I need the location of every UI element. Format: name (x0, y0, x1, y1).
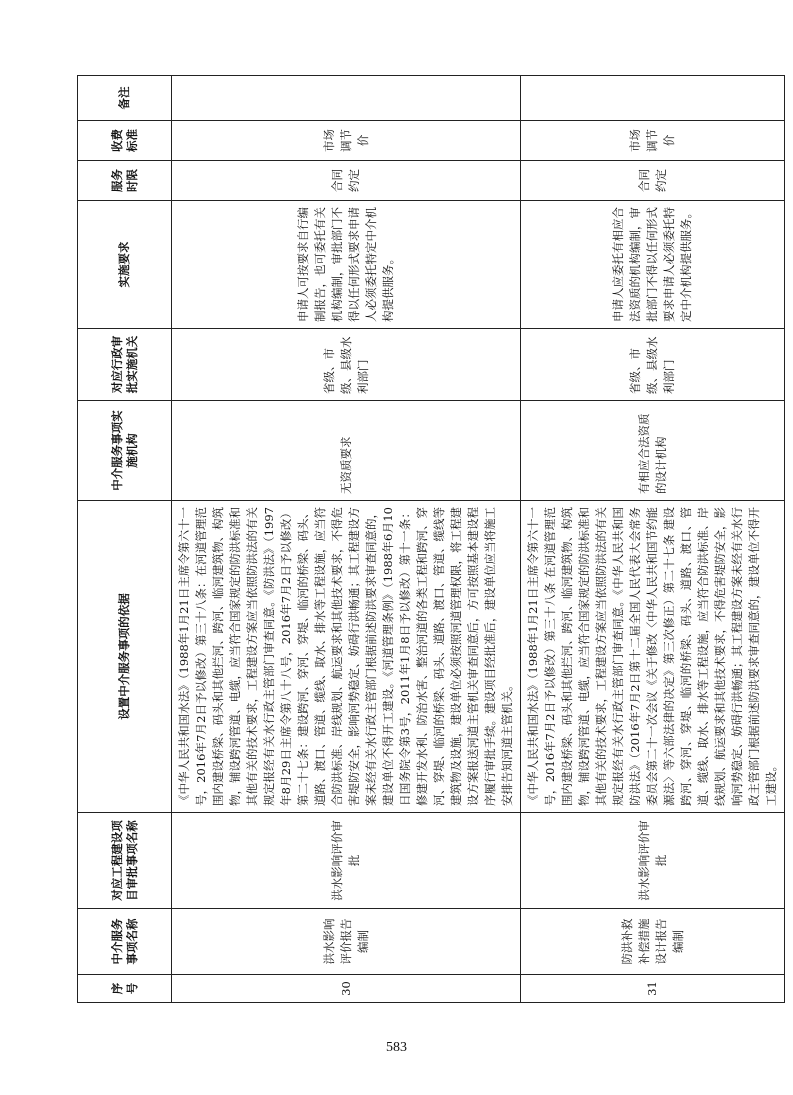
rotated-table-wrapper (77, 76, 778, 1003)
header-requirements: 实施要求 (78, 201, 172, 329)
table-row (521, 76, 785, 1003)
cell-requirements: 申请人可按要求自行编制报告，也可委托有关机构编制，审批部门不得以任何形式要求申请人必须委托特定中介机构提供服务。 (172, 201, 521, 329)
header-project-approval: 对应工程建设项目审批事项名称 (78, 813, 172, 909)
table-row (172, 76, 521, 1003)
cell-no: 31 (521, 975, 785, 1003)
cell-project-approval: 洪水影响评价审批 (521, 813, 785, 909)
header-time-limit: 服务时限 (78, 161, 172, 201)
cell-time-limit: 合同约定 (521, 161, 785, 201)
cell-organization: 有相应合法资质的设计机构 (521, 401, 785, 501)
header-fee: 收费标准 (78, 121, 172, 161)
header-basis: 设置中介服务事项的依据 (78, 501, 172, 813)
cell-service-name: 防洪补救补偿措施设计报告编制 (521, 909, 785, 975)
cell-remark (172, 76, 521, 121)
cell-department: 省级、市级、县级水利部门 (521, 329, 785, 401)
header-organization: 中介服务事项实施机构 (78, 401, 172, 501)
header-no: 序号 (78, 975, 172, 1003)
cell-requirements: 申请人应委托有相应合法资质的机构编制，审批部门不得以任何形式要求申请人必须委托特定中介机构提供服务。 (521, 201, 785, 329)
table-header-row (78, 76, 172, 1003)
cell-remark (521, 76, 785, 121)
cell-department: 省级、市级、县级水利部门 (172, 329, 521, 401)
header-service-name: 中介服务事项名称 (78, 909, 172, 975)
cell-service-name: 洪水影响评价报告编制 (172, 909, 521, 975)
page-number: 583 (386, 1040, 407, 1055)
cell-time-limit: 合同约定 (172, 161, 521, 201)
cell-fee: 市场调节价 (521, 121, 785, 161)
cell-organization: 无资质要求 (172, 401, 521, 501)
cell-fee: 市场调节价 (172, 121, 521, 161)
cell-project-approval: 洪水影响评价审批 (172, 813, 521, 909)
intermediary-services-table (77, 75, 785, 1003)
header-remark: 备注 (78, 76, 172, 121)
cell-no: 30 (172, 975, 521, 1003)
cell-basis: 《中华人民共和国水法》（1988年1月21日主席令第六十一号，2016年7月2日予以修改）第三十八条 在河道管理范围内建设桥梁、码头和其他拦河、跨河、临河建筑物、构筑物，铺设跨河管道、电缆，应当符合国家规定的防洪标准和其他有关的技术要求，工程建设方案应当依照防洪法的有关规定报经有关水行政主管部门审查同意。《中华人民共和国防洪法》（2016年7月2日第十二届全国人民代表大会常务委员会第二十一次会议《关于修改〈中华人民共和国节约能源法〉等六部法律的决定》第三次修正）第二十七条 建设跨河、穿河、穿堤、临河的桥梁、码头、道路、渡口、管道、缆线、取水、排水等工程设施，应当符合防洪标准、岸线规划、航运要求和其他技术要求，不得危害堤防安全，影响河势稳定、妨碍行洪畅通；其工程建设方案未经有关水行政主管部门根据前述防洪要求审查同意的，建设单位不得开工建设。 (521, 501, 785, 813)
cell-basis: 《中华人民共和国水法》（1988年1月21日主席令第六十一号，2016年7月2日予以修改）第三十八条：在河道管理范围内建设桥梁、码头和其他拦河、跨河、临河建筑物、构筑物，铺设跨河管道、电缆，应当符合国家规定的防洪标准和其他有关的技术要求，工程建设方案应当依照防洪法的有关规定报经有关水行政主管部门审查同意。《防洪法》（1997年8月29日主席令第八十八号，2016年7月2日予以修改）第二十七条：建设跨河、穿河、穿堤、临河的桥梁、码头、道路、渡口、管道、缆线、取水、排水等工程设施，应当符合防洪标准、岸线规划、航运要求和其他技术要求，不得危害堤防安全，影响河势稳定、妨碍行洪畅通；其工程建设方案未经有关水行政主管部门根据前述防洪要求审查同意的，建设单位不得开工建设。《河道管理条例》（1988年6月10日国务院令第3号，2011年1月8日予以修改）第十一条：修建开发水利、防治水害、整治河道的各类工程和跨河、穿河、穿堤、临河的桥梁、码头、道路、渡口、管道、缆线等建筑物及设施，建设单位必须按照河道管理权限，将工程建设方案报送河道主管机关审查同意后，方可按照基本建设程序履行审批手续。建设项目经批准后，建设单位应当将施工安排告知河道主管机关。 (172, 501, 521, 813)
header-department: 对应行政审批实施机关 (78, 329, 172, 401)
